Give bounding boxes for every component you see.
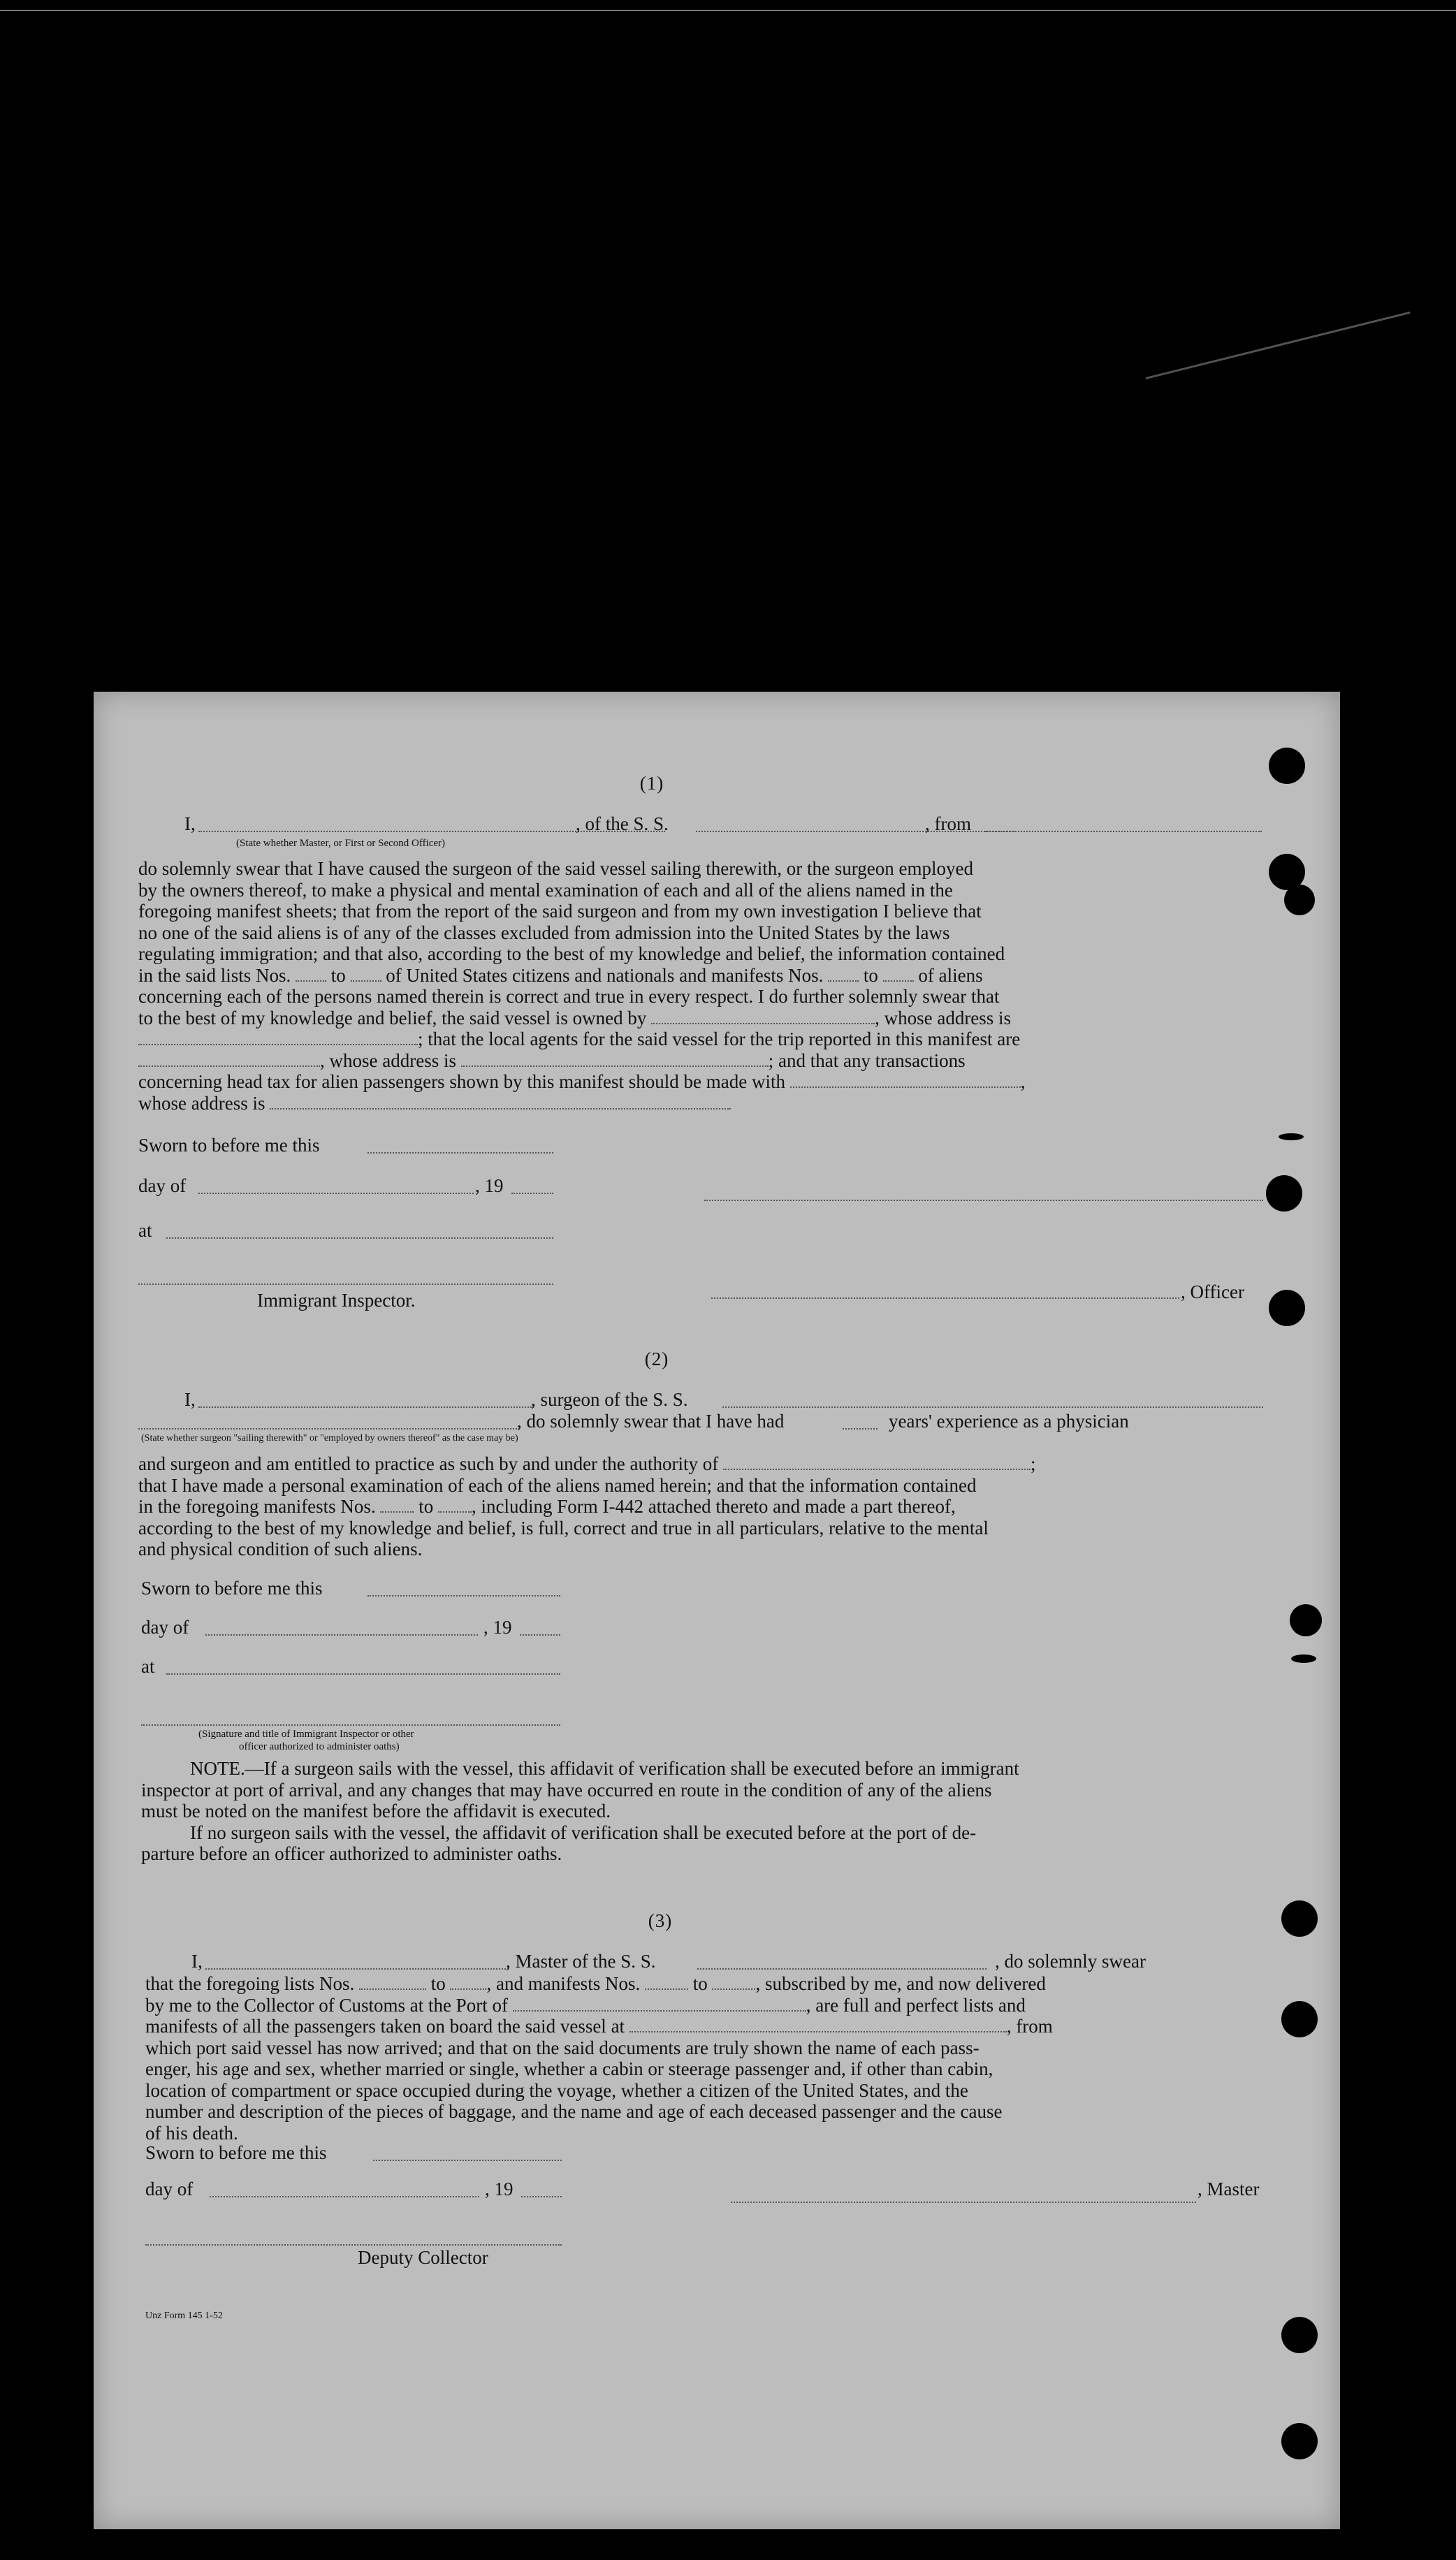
master-signature-line — [731, 2202, 1196, 2203]
sec1-at: at — [138, 1220, 152, 1241]
sec3-i: I, — [191, 1951, 203, 1972]
punch-hole — [1284, 885, 1315, 915]
punch-hole — [1269, 1290, 1305, 1326]
master-name-line — [205, 1968, 509, 1970]
punch-hole — [1269, 748, 1305, 784]
surgeon-status-line — [138, 1428, 520, 1430]
note-line: If no surgeon sails with the vessel, the affidavit of verification shall be executed before at the port of de- — [190, 1821, 977, 1843]
sec2-sworn: Sworn to before me this — [141, 1578, 323, 1599]
section-2-body — [138, 1453, 1267, 1560]
affidavit-sheet — [94, 692, 1340, 2529]
sec3-port-line: by me to the Collector of Customs at the Port of , are full and perfect lists and — [145, 1994, 1026, 2016]
officer-signature-line — [704, 1200, 1263, 1201]
sec2-sworn-date-line — [367, 1595, 560, 1597]
section-1-body — [138, 858, 1170, 1114]
punch-hole — [1266, 1175, 1302, 1212]
sec3-line: number and description of the pieces of baggage, and the name and age of each deceased passenger and the cause — [145, 2101, 1003, 2122]
sec2-swear-b: years' experience as a physician — [889, 1411, 1129, 1432]
sec1-line: do solemnly swear that I have caused the surgeon of the said vessel sailing therewith, or the surgeon employed — [138, 858, 973, 879]
sec2-year: , 19 — [483, 1617, 512, 1638]
sec3-sworn-date-line — [373, 2160, 562, 2161]
from-port-line — [985, 831, 1262, 832]
punch-hole — [1290, 1604, 1322, 1636]
punch-hole — [1291, 1654, 1316, 1663]
sec2-day-of: day of — [141, 1617, 189, 1638]
sec1-line: regulating immigration; and that also, according to the best of my knowledge and belief, the information contained — [138, 943, 1005, 964]
years-line — [843, 1428, 878, 1430]
top-edge-line — [0, 10, 1456, 11]
surgeon-name-line — [198, 1406, 534, 1408]
sec2-signature-line — [141, 1724, 560, 1726]
immigrant-inspector-label: Immigrant Inspector. — [257, 1290, 416, 1311]
sec1-from: , from — [925, 813, 971, 834]
sec2-line: and physical condition of such aliens. — [138, 1539, 423, 1559]
sec3-onboard-line: manifests of all the passengers taken on board the said vessel at , from — [145, 2016, 1053, 2037]
note-line: parture before an officer authorized to administer oaths. — [141, 1843, 562, 1864]
sec3-line: location of compartment or space occupied during the voyage, whether a citizen of the United States, and the — [145, 2079, 968, 2101]
sec1-owner-line: to the best of my knowledge and belief, the said vessel is owned by , whose address is — [138, 1007, 1012, 1028]
master-label: , Master — [1197, 2179, 1260, 2199]
film-scratch — [1146, 312, 1411, 379]
sec2-line: according to the best of my knowledge and belief, is full, correct and true in all particulars, relative to the mental — [138, 1517, 989, 1539]
sec1-address-line: , whose address is ; and that any transactions — [138, 1050, 1170, 1072]
punch-hole — [1281, 2317, 1318, 2353]
sec1-year: , 19 — [475, 1175, 504, 1196]
place-line — [166, 1237, 553, 1239]
sec2-line: that I have made a personal examination of each of the aliens named herein; and that the information contained — [138, 1474, 977, 1496]
note-block — [141, 1758, 1269, 1865]
sec1-line: no one of the said aliens is of any of the classes excluded from admission into the United States by the laws — [138, 922, 950, 943]
sec3-line: of his death. — [145, 2122, 238, 2144]
sec1-of-ss: , of the S. S. — [576, 813, 669, 834]
sec1-sworn: Sworn to before me this — [138, 1135, 320, 1156]
sec3-line: enger, his age and sex, whether married or single, whether a cabin or steerage passenger and, if other than cabin, — [145, 2058, 993, 2079]
sec1-line: concerning each of the persons named therein is correct and true in every respect. I do further solemnly swear that — [138, 986, 1000, 1007]
sec1-day-of: day of — [138, 1175, 187, 1196]
deputy-collector-label: Deputy Collector — [358, 2247, 488, 2268]
year-line — [511, 1193, 553, 1194]
sec2-sig-note-2: officer authorized to administer oaths) — [239, 1741, 400, 1752]
sec2-i: I, — [184, 1389, 196, 1410]
punch-hole — [1281, 1900, 1318, 1937]
sec3-day-line — [210, 2196, 479, 2197]
section-2-number: (2) — [644, 1348, 669, 1369]
officer-title-line — [711, 1297, 1179, 1299]
sec2-sig-note-1: (Signature and title of Immigrant Inspector or other — [198, 1729, 414, 1740]
sec2-at: at — [141, 1656, 155, 1677]
sec1-agents-line: ; that the local agents for the said vessel for the trip reported in this manifest are — [138, 1028, 1170, 1050]
punch-hole — [1281, 2423, 1318, 2459]
sec3-swear: , do solemnly swear — [995, 1951, 1146, 1972]
inspector-signature-line — [138, 1283, 553, 1285]
sec3-lists-line: that the foregoing lists Nos. to , and manifests Nos. to , subscribed by me, and now delivered — [145, 1973, 1046, 1994]
sec3-line: which port said vessel has now arrived; and that on the said documents are truly shown the name of each pass- — [145, 2037, 980, 2058]
form-number: Unz Form 145 1-52 — [145, 2311, 223, 2321]
sec1-whose-line: whose address is — [138, 1093, 1170, 1114]
sec3-sworn: Sworn to before me this — [145, 2142, 327, 2163]
note-line: must be noted on the manifest before the affidavit is executed. — [141, 1801, 611, 1821]
sec3-master-of: , Master of the S. S. — [506, 1951, 656, 1972]
punch-hole — [1281, 2001, 1318, 2037]
sec3-vessel-line — [697, 1968, 987, 1970]
section-1-number: (1) — [639, 773, 664, 794]
sec1-line: by the owners thereof, to make a physical and mental examination of each and all of the aliens named in the — [138, 879, 953, 901]
sworn-date-line — [367, 1152, 553, 1154]
sec1-headtax-line: concerning head tax for alien passengers shown by this manifest should be made with , — [138, 1071, 1026, 1092]
sec1-i: I, — [184, 813, 196, 834]
sec2-swear-a: , do solemnly swear that I have had — [517, 1411, 785, 1432]
surgeon-status-note: (State whether surgeon "sailing therewith" or "employed by owners thereof" as the case may be) — [141, 1433, 518, 1443]
sec3-year-line — [521, 2196, 562, 2197]
section-3-body — [145, 1973, 1273, 2144]
note-line: inspector at port of arrival, and any changes that may have occurred en route in the condition of any of the aliens — [141, 1779, 992, 1801]
sec2-surgeon-of: , surgeon of the S. S. — [531, 1389, 688, 1410]
sec2-authority-line: and surgeon and am entitled to practice as such by and under the authority of ; — [138, 1453, 1036, 1474]
sec2-vessel-line — [722, 1406, 1263, 1408]
sec3-day-of: day of — [145, 2179, 194, 2199]
sec2-manifests-line: in the foregoing manifests Nos. to , including Form I-442 attached thereto and made a part thereof, — [138, 1496, 956, 1517]
punch-hole — [1279, 1133, 1304, 1140]
sec1-line: foregoing manifest sheets; that from the report of the said surgeon and from my own investigation I believe that — [138, 901, 982, 922]
sec1-lists-line: in the said lists Nos. to of United States citizens and nationals and manifests Nos. to of aliens — [138, 964, 983, 986]
sec2-place-line — [166, 1673, 560, 1675]
day-line — [198, 1193, 474, 1194]
sec3-year: , 19 — [485, 2179, 514, 2199]
officer-label: , Officer — [1181, 1281, 1244, 1302]
sec2-day-line — [205, 1634, 478, 1636]
officer-note: (State whether Master, or First or Second Officer) — [236, 838, 446, 849]
sec2-year-line — [520, 1634, 560, 1636]
note-line: NOTE.—If a surgeon sails with the vessel, this affidavit of verification shall be executed before an immigrant — [190, 1758, 1019, 1779]
deputy-signature-line — [145, 2244, 562, 2246]
section-3-number: (3) — [648, 1910, 673, 1931]
